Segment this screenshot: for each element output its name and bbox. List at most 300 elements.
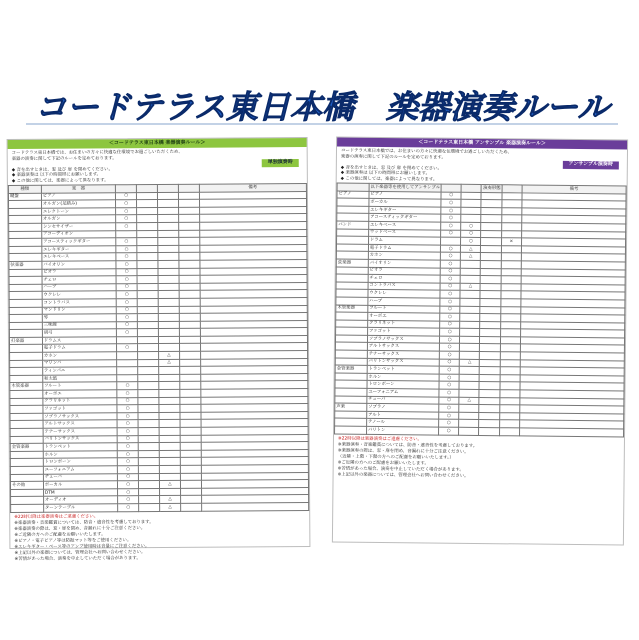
mark-cell — [158, 207, 179, 215]
mark-cell — [138, 367, 159, 375]
mark-cell: ○ — [440, 290, 460, 298]
mark-cell — [159, 443, 180, 451]
mark-cell — [116, 230, 137, 238]
column-header: 演奏形態 — [483, 185, 501, 191]
mark-cell — [137, 222, 158, 230]
mark-cell — [158, 336, 179, 344]
mark-cell: △ — [460, 283, 480, 291]
note-line: ※苦情があった場合、演奏を中止していただく場合があります。 — [337, 466, 464, 473]
instrument-cell: バイオリン — [368, 259, 440, 267]
mark-cell: ○ — [117, 405, 138, 413]
instrument-cell: コントラバス — [42, 299, 117, 307]
intro-line: コードテラス東日本橋では、お住まいの方々に快適な住環境でお過ごしいただくため、 — [11, 149, 183, 157]
mark-cell: △ — [160, 496, 181, 504]
mark-cell — [499, 405, 519, 413]
mark-cell — [158, 283, 179, 291]
mark-cell — [179, 253, 200, 261]
intro-line: ◆ 楽器演奏は 以下の時間帯にお願いします。 — [11, 172, 102, 179]
mark-cell: ○ — [441, 192, 461, 200]
mark-cell: △ — [461, 253, 481, 261]
column-header: 以下楽器等を使用してアンサンブル — [370, 184, 441, 191]
category-cell: バンド — [337, 221, 369, 229]
mark-cell — [138, 359, 159, 367]
instrument-cell: エレキベース — [368, 221, 440, 229]
instrument-cell: オルガン(足踏み) — [41, 200, 116, 208]
category-cell: 弦楽器 — [336, 259, 368, 267]
mode-tag: 単独演奏時 — [262, 159, 299, 167]
mark-cell — [158, 298, 179, 306]
ensemble-rules-sheet — [332, 136, 628, 545]
intro-line: ◆ この他に関しては、楽器によって異なります。 — [11, 177, 109, 184]
mark-cell: ○ — [117, 344, 138, 352]
mark-cell — [179, 230, 200, 238]
mark-cell — [158, 306, 179, 314]
mark-cell — [500, 382, 520, 390]
mark-cell — [499, 420, 519, 428]
instrument-cell: 電子ドラム — [42, 344, 117, 352]
mark-cell — [441, 237, 461, 245]
note-line: ※楽器演奏・音楽鑑賞については、防音・遮音性を考慮しております。 — [337, 442, 478, 449]
mark-cell: ○ — [118, 466, 139, 474]
category-cell: 木管楽器 — [336, 304, 368, 312]
note-line: ※22時以降は楽器演奏はご遠慮ください。 — [337, 436, 422, 442]
mark-cell — [137, 314, 158, 322]
mark-cell — [459, 412, 479, 420]
instrument-cell: オーボエ — [43, 390, 118, 398]
mark-cell — [179, 306, 200, 314]
instrument-cell: ボーカル — [369, 199, 441, 207]
mark-cell: ○ — [439, 366, 459, 374]
mark-cell: △ — [159, 359, 180, 367]
category-cell: 金管楽器 — [335, 365, 367, 373]
mark-cell — [459, 427, 479, 435]
instrument-cell: ピアノ — [41, 192, 116, 200]
mark-cell — [179, 268, 200, 276]
mark-cell — [159, 450, 180, 458]
instrument-cell: ドラムス — [42, 337, 117, 345]
category-cell: ピアノ — [337, 191, 369, 199]
mark-cell — [459, 382, 479, 390]
instrument-cell: トロンボーン — [367, 381, 439, 389]
category-cell: 鍵盤 — [8, 193, 41, 201]
mark-cell: ○ — [116, 283, 137, 291]
note-line: ※エレキギター・ベース等のアンプ使用時は音量にご注意ください。 — [14, 543, 150, 550]
mark-cell — [138, 427, 159, 435]
mark-cell: ○ — [118, 496, 139, 504]
mark-cell — [180, 382, 201, 390]
instrument-cell: ビオラ — [368, 267, 440, 275]
instrument-cell: ファゴット — [367, 328, 439, 336]
instrument-cell: バイオリン — [42, 261, 117, 269]
mark-cell — [502, 192, 522, 200]
mark-cell: ○ — [117, 428, 138, 436]
instrument-cell: エレキギター — [42, 246, 117, 254]
instrument-cell: ホルン — [43, 451, 118, 459]
instrument-cell: トロンボーン — [43, 458, 118, 466]
category-cell: 金管楽器 — [10, 443, 43, 451]
mark-cell — [137, 260, 158, 268]
mark-cell — [138, 443, 159, 451]
note-line: ※22時以降は楽器演奏はご遠慮ください。 — [14, 513, 99, 520]
note-line: （近隣・上階・下階の方へのご配慮をお願いいたします。） — [337, 454, 454, 461]
mark-cell — [481, 253, 501, 261]
mark-cell — [481, 283, 501, 291]
mark-cell — [138, 344, 159, 352]
mark-cell — [178, 207, 199, 215]
instrument-cell: マリンバ — [42, 359, 117, 367]
mark-cell — [481, 230, 501, 238]
mark-cell — [180, 465, 201, 473]
mark-cell: ○ — [118, 473, 139, 481]
mark-cell: ○ — [118, 481, 139, 489]
mark-cell — [158, 238, 179, 246]
mark-cell — [159, 420, 180, 428]
instrument-cell: テナーサックス — [43, 428, 118, 436]
mark-cell — [137, 192, 158, 200]
mark-cell — [460, 351, 480, 359]
mark-cell: ○ — [439, 359, 459, 367]
mark-cell: △ — [461, 245, 481, 253]
mark-cell — [481, 276, 501, 284]
instrument-cell: ドラム — [368, 236, 440, 244]
mark-cell: ○ — [441, 214, 461, 222]
intro-line: コードテラス東日本橋では、お住まいの方々に快適な住環境でお過ごしいただくため、 — [340, 148, 512, 156]
instrument-cell: エレキギター — [369, 206, 441, 214]
intro-line: 楽器の演奏に関して下記のルールを定めております。 — [11, 155, 117, 162]
instrument-cell: クラリネット — [43, 397, 118, 405]
instrument-cell: アコーディオン — [41, 230, 116, 238]
intro-line: ◆ 音を出すときは、窓 及び 扉 を閉めてください。 — [11, 166, 113, 173]
mark-cell — [138, 412, 159, 420]
instrument-cell: バリトンサックス — [43, 435, 118, 443]
category-cell: その他 — [10, 481, 43, 489]
mark-cell: △ — [160, 503, 181, 511]
mark-cell — [179, 237, 200, 245]
mark-cell — [138, 352, 159, 360]
mark-cell: ○ — [117, 420, 138, 428]
mark-cell — [138, 336, 159, 344]
mark-cell — [137, 298, 158, 306]
instrument-cell: チューバ — [43, 473, 118, 481]
mark-cell — [179, 298, 200, 306]
mark-cell — [137, 321, 158, 329]
mark-cell — [139, 488, 160, 496]
mark-cell — [180, 442, 201, 450]
instrument-cell: ソプラノサックス — [43, 413, 118, 421]
mark-cell — [179, 321, 200, 329]
title-graphic — [22, 88, 622, 128]
mark-cell: ○ — [440, 313, 460, 321]
mark-cell — [158, 275, 179, 283]
mark-cell — [158, 245, 179, 253]
instrument-cell: バリトン — [366, 426, 438, 434]
mark-cell — [158, 291, 179, 299]
mark-cell — [158, 215, 179, 223]
intro-line: ◆ 楽器演奏は 以下の時間帯にお願いします。 — [340, 170, 431, 177]
instrument-cell: チューバ — [367, 396, 439, 404]
category-cell: 声楽 — [335, 403, 367, 411]
instrument-cell: ティンパニ — [42, 367, 117, 375]
mark-cell — [137, 283, 158, 291]
mark-cell — [138, 374, 159, 382]
mark-cell — [180, 473, 201, 481]
category-cell: 弦楽器 — [9, 261, 42, 269]
mark-cell: ○ — [439, 389, 459, 397]
instrument-cell: クラリネット — [367, 320, 439, 328]
mark-cell — [159, 374, 180, 382]
mark-cell: ○ — [118, 450, 139, 458]
mark-cell: ○ — [461, 230, 481, 238]
mark-cell: ○ — [116, 215, 137, 223]
mark-cell: ○ — [439, 404, 459, 412]
mark-cell — [180, 389, 201, 397]
instrument-cell: ユーフォニアム — [43, 466, 118, 474]
mark-cell — [480, 314, 500, 322]
mark-cell: ○ — [116, 268, 137, 276]
mark-cell — [139, 503, 160, 511]
mark-cell — [480, 306, 500, 314]
mark-cell: × — [501, 238, 521, 246]
column-header — [178, 184, 199, 192]
instrument-cell: ソプラノサックス — [367, 335, 439, 343]
mark-cell — [159, 382, 180, 390]
instrument-cell: ウクレレ — [368, 290, 440, 298]
column-header — [137, 185, 158, 193]
mark-cell — [179, 344, 200, 352]
instrument-cell: 胡弓 — [42, 329, 117, 337]
mode-tag: アンサンブル演奏時 — [562, 161, 618, 169]
mark-cell: ○ — [116, 192, 137, 200]
instrument-cell: トランペット — [43, 443, 118, 451]
mark-cell — [500, 390, 520, 398]
mark-cell — [180, 480, 201, 488]
mark-cell — [157, 192, 178, 200]
column-header — [502, 185, 522, 193]
mark-cell: △ — [459, 359, 479, 367]
note-line: ※楽器演奏の際は、窓・扉を閉め、音漏れに十分ご注意ください。 — [14, 525, 146, 532]
mark-cell — [138, 382, 159, 390]
sheet-notes — [334, 434, 624, 483]
mark-cell — [180, 435, 201, 443]
column-header: 種類 — [8, 185, 41, 193]
instrument-cell: 三味線 — [42, 321, 117, 329]
mark-cell: ○ — [117, 306, 138, 314]
mark-cell — [179, 328, 200, 336]
mark-cell: ○ — [441, 199, 461, 207]
mark-cell — [180, 366, 201, 374]
mark-cell — [459, 389, 479, 397]
instrument-table — [334, 182, 627, 437]
note-line: ※上記以外の楽器については、管理会社へお問い合わせください。 — [14, 549, 146, 556]
mark-cell: ○ — [117, 443, 138, 451]
mark-cell: ○ — [117, 382, 138, 390]
mark-cell — [138, 420, 159, 428]
mark-cell — [180, 450, 201, 458]
mark-cell: ○ — [116, 276, 137, 284]
sheet-intro — [337, 146, 627, 185]
mark-cell: ○ — [117, 390, 138, 398]
note-line: ※上記以外の楽器については、管理会社へお問い合わせください。 — [337, 472, 469, 479]
mark-cell — [138, 465, 159, 473]
mark-cell: ○ — [116, 223, 137, 231]
category-cell — [11, 504, 44, 512]
mark-cell — [179, 291, 200, 299]
mark-cell — [480, 291, 500, 299]
mark-cell — [159, 488, 180, 496]
mark-cell: ○ — [441, 207, 461, 215]
instrument-cell: チェロ — [368, 274, 440, 282]
instrument-cell: ビオラ — [42, 268, 117, 276]
mark-cell — [480, 321, 500, 329]
mark-cell — [179, 275, 200, 283]
instrument-cell: マンドリン — [42, 306, 117, 314]
column-header: 備考 — [199, 183, 306, 191]
instrument-cell: テノール — [366, 419, 438, 427]
mark-cell — [459, 420, 479, 428]
instrument-cell: ユーフォニアム — [367, 388, 439, 396]
mark-cell: ○ — [440, 268, 460, 276]
category-cell: 打楽器 — [9, 337, 42, 345]
mark-cell — [480, 298, 500, 306]
mark-cell — [158, 230, 179, 238]
mark-cell: ○ — [461, 237, 481, 245]
mark-cell — [180, 488, 201, 496]
mark-cell — [137, 253, 158, 261]
mark-cell: ○ — [117, 435, 138, 443]
mark-cell — [179, 351, 200, 359]
mark-cell — [180, 427, 201, 435]
mark-cell — [137, 238, 158, 246]
mark-cell — [117, 337, 138, 345]
instrument-cell: ピアノ — [369, 191, 441, 199]
mark-cell — [180, 420, 201, 428]
mark-cell — [180, 397, 201, 405]
mark-cell — [159, 389, 180, 397]
instrument-cell: トランペット — [367, 366, 439, 374]
mark-cell: ○ — [117, 397, 138, 405]
mark-cell — [179, 260, 200, 268]
solo-rules-sheet — [7, 137, 311, 562]
mark-cell — [137, 291, 158, 299]
mark-cell — [137, 215, 158, 223]
mark-cell — [179, 283, 200, 291]
mark-cell: ○ — [441, 222, 461, 230]
mark-cell — [137, 200, 158, 208]
mark-cell: ○ — [118, 488, 139, 496]
mark-cell: ○ — [440, 336, 460, 344]
mark-cell — [159, 405, 180, 413]
mark-cell: ○ — [440, 306, 460, 314]
instrument-cell: ソプラノ — [367, 404, 439, 412]
mark-cell: ○ — [440, 275, 460, 283]
mark-cell — [481, 245, 501, 253]
note-line: ※苦情があった場合、演奏を中止していただく場合があります。 — [14, 555, 141, 562]
instrument-cell: DTM — [43, 489, 118, 497]
mark-cell: ○ — [118, 458, 139, 466]
mark-cell — [159, 435, 180, 443]
mark-cell — [138, 397, 159, 405]
instrument-cell: ターンテーブル — [43, 504, 118, 512]
mark-cell — [481, 268, 501, 276]
mark-cell: ○ — [116, 245, 137, 253]
mark-cell — [159, 465, 180, 473]
mark-cell — [139, 473, 160, 481]
mark-cell: △ — [159, 351, 180, 359]
instrument-cell: アルトサックス — [43, 420, 118, 428]
mark-cell — [178, 215, 199, 223]
mark-cell — [499, 413, 519, 421]
mark-cell — [158, 313, 179, 321]
sheet-header: ＜コードテラス東日本橋 アンサンブル 楽器演奏ルール＞ — [337, 137, 627, 149]
mark-cell: ○ — [117, 412, 138, 420]
instrument-cell: ウッドベース — [368, 229, 440, 237]
instrument-cell: 和太鼓 — [42, 375, 117, 383]
mark-cell — [159, 473, 180, 481]
intro-line: 楽器の演奏に関して下記のルールを定めております。 — [340, 154, 446, 161]
mark-cell: ○ — [116, 238, 137, 246]
mark-cell — [117, 374, 138, 382]
mark-cell — [137, 268, 158, 276]
mark-cell — [139, 496, 160, 504]
instrument-cell: ボーカル — [43, 481, 118, 489]
mark-cell: ○ — [116, 207, 137, 215]
sheet-notes — [10, 510, 309, 564]
page-title: コードテラス東日本橋 楽器演奏ルール — [34, 88, 610, 126]
page-title-banner — [22, 88, 622, 128]
mark-cell — [158, 260, 179, 268]
mark-cell — [502, 200, 522, 208]
intro-line: ◆ この他に関しては、楽器によって異なります。 — [340, 176, 438, 183]
instrument-cell: オーディオ — [43, 496, 118, 504]
instrument-cell: チェロ — [42, 276, 117, 284]
mark-cell — [502, 208, 522, 216]
note-line: ※ご近隣の方へのご配慮をお願いいたします。 — [337, 460, 429, 467]
mark-cell: ○ — [116, 253, 137, 261]
mark-cell — [159, 412, 180, 420]
instrument-cell: カホン — [368, 252, 440, 260]
mark-cell — [158, 268, 179, 276]
instrument-cell: 琴 — [42, 314, 117, 322]
mark-cell — [137, 306, 158, 314]
mark-cell — [459, 405, 479, 413]
instrument-cell: 電子ドラム — [368, 244, 440, 252]
mark-cell: ○ — [116, 200, 137, 208]
mark-cell — [117, 359, 138, 367]
instrument-cell: カホン — [42, 352, 117, 360]
instrument-cell: アルト — [366, 411, 438, 419]
mark-cell — [159, 367, 180, 375]
mark-cell — [499, 428, 519, 436]
column-header — [116, 185, 137, 193]
instrument-cell: アコースティックギター — [42, 238, 117, 246]
mark-cell: △ — [459, 397, 479, 405]
instrument-cell: シンセサイザー — [41, 223, 116, 231]
note-line: ※楽器演奏の際は、窓・扉を閉め、音漏れに十分ご注意ください。 — [337, 448, 469, 455]
mark-cell — [179, 222, 200, 230]
mark-cell — [180, 404, 201, 412]
instrument-cell: オルガン — [41, 215, 116, 223]
instrument-cell: フルート — [43, 382, 118, 390]
instrument-cell: エレキベース — [42, 253, 117, 261]
remark-cell — [201, 502, 308, 510]
mark-cell — [157, 200, 178, 208]
instrument-cell: ハープ — [42, 284, 117, 292]
mark-cell — [179, 245, 200, 253]
mark-cell — [158, 344, 179, 352]
mark-cell: ○ — [117, 329, 138, 337]
mark-cell: ○ — [440, 298, 460, 306]
instrument-table — [8, 183, 309, 513]
